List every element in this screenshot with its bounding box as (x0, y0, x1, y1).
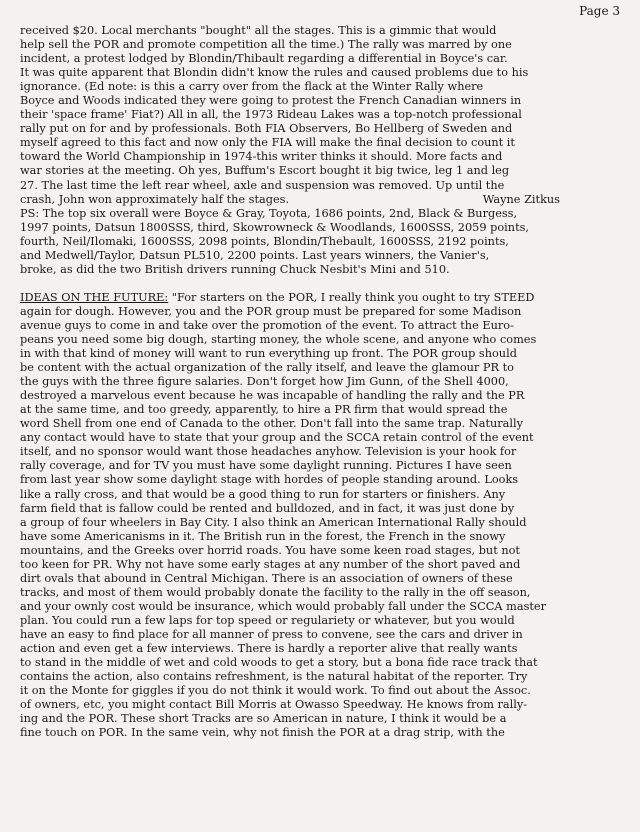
page-number: Page 3 (579, 4, 620, 18)
text-line: plan. You could run a few laps for top speed or regulariety or whatever, but you would (20, 613, 515, 627)
text-line: again for dough. However, you and the POR group must be prepared for some Madison (20, 304, 522, 318)
text-line: fine touch on POR. In the same vein, why not finish the POR at a drag strip, with the (20, 726, 505, 740)
text-line: word Shell from one end of Canada to the other. Don't fall into the same trap. Naturally (20, 417, 524, 431)
text-line: be content with the actual organization of the rally itself, and leave the glamour PR to (20, 361, 514, 375)
text-line: peans you need some big dough, starting money, the whole scene, and anyone who comes (20, 332, 537, 346)
text-line: their 'space frame' Fiat?) All in all, the 1973 Rideau Lakes was a top-notch professional (20, 108, 522, 122)
author-signature: Wayne Zitkus (482, 192, 560, 206)
text-line: help sell the POR and promote competition all the time.) The rally was marred by one (20, 38, 512, 52)
text-line: fourth, Neil/Ilomaki, 1600SSS, 2098 points, Blondin/Thebault, 1600SSS, 2192 points, (20, 234, 509, 248)
text-line: it on the Monte for giggles if you do not think it would work. To find out about the Assoc. (20, 684, 531, 698)
paragraph-ideas-on-the-future (20, 291, 630, 741)
text-line: itself, and no sponsor would want those headaches anyhow. Television is your hook for (20, 445, 517, 459)
text-line: crash, John won approximately half the stages. (20, 192, 290, 206)
text-line (20, 291, 630, 305)
text-line: a group of four wheelers in Bay City. I also think an American International Rally should (20, 515, 527, 529)
text-line: toward the World Championship in 1974-this writer thinks it should. More facts and (20, 150, 503, 164)
text-line: dirt ovals that abound in Central Michigan. There is an association of owners of these (20, 571, 513, 585)
text-line: and your ownly cost would be insurance, which would probably fall under the SCCA master (20, 599, 547, 613)
text-line: the guys with the three figure salaries. Don't forget how Jim Gunn, of the Shell 4000, (20, 375, 509, 389)
text-line: 27. The last time the left rear wheel, axle and suspension was removed. Up until the (20, 178, 505, 192)
text-line: 1997 points, Datsun 1800SSS, third, Skowrowneck & Woodlands, 1600SSS, 2059 points, (20, 220, 529, 234)
text-line: to stand in the middle of wet and cold woods to get a story, but a bona fide race track that (20, 656, 538, 670)
signature-line (20, 193, 630, 207)
text-line: from last year show some daylight stage with hordes of people standing around. Looks (20, 473, 519, 487)
text-line: incident, a protest lodged by Blondin/Thibault regarding a differential in Boyce's car. (20, 52, 508, 66)
text-line: broke, as did the two British drivers running Chuck Nesbit's Mini and 510. (20, 262, 450, 276)
text-line: in with that kind of money will want to run everything up front. The POR group should (20, 347, 517, 361)
text-line: action and even get a few interviews. There is hardly a reporter alive that really wants (20, 642, 518, 656)
text-line: tracks, and most of them would probably donate the facility to the rally in the off season, (20, 585, 531, 599)
text-line: like a rally cross, and that would be a good thing to run for starters or finishers. Any (20, 487, 506, 501)
text-line: have some Americanisms in it. The British run in the forest, the French in the snowy (20, 529, 506, 543)
text-line: ignorance. (Ed note: is this a carry over from the flack at the Winter Rally where (20, 80, 484, 94)
text-line: at the same time, and too greedy, apparently, to hire a PR firm that would spread the (20, 403, 508, 417)
text-line: myself agreed to this fact and now only the FIA will make the final decision to count it (20, 136, 515, 150)
text-line: avenue guys to come in and take over the promotion of the event. To attract the Euro- (20, 318, 514, 332)
text-line: destroyed a marvelous event because he was incapable of handling the rally and the PR (20, 389, 525, 403)
paragraph-rideau-lakes-report (20, 24, 630, 277)
text-line: contains the action, also contains refreshment, is the natural habitat of the reporter. Try (20, 670, 528, 684)
paragraph-gap (20, 277, 630, 291)
text-line: mountains, and the Greeks over horrid roads. You have some keen road stages, but not (20, 543, 520, 557)
text-line: any contact would have to state that your group and the SCCA retain control of the event (20, 431, 534, 445)
section-heading: IDEAS ON THE FUTURE: (20, 290, 169, 304)
text-line: received $20. Local merchants "bought" all the stages. This is a gimmic that would (20, 24, 497, 37)
text-line: ing and the POR. These short Tracks are so American in nature, I think it would be a (20, 712, 507, 726)
text-line: have an easy to find place for all manner of press to convene, see the cars and driver in (20, 627, 523, 641)
text-line: It was quite apparent that Blondin didn't know the rules and caused problems due to his (20, 66, 529, 80)
text-line: and Medwell/Taylor, Datsun PL510, 2200 points. Last years winners, the Vanier's, (20, 248, 490, 262)
text-line: war stories at the meeting. Oh yes, Buffum's Escort bought it big twice, leg 1 and leg (20, 164, 510, 178)
text-line: of owners, etc, you might contact Bill Morris at Owasso Speedway. He knows from rally- (20, 698, 528, 712)
text-line: rally put on for and by professionals. Both FIA Observers, Bo Hellberg of Sweden and (20, 122, 513, 136)
text-line: rally coverage, and for TV you must have some daylight running. Pictures I have seen (20, 459, 512, 473)
text-line: PS: The top six overall were Boyce & Gray, Toyota, 1686 points, 2nd, Black & Burgess, (20, 206, 518, 220)
heading-line-rest: "For starters on the POR, I really think you ought to try STEED (168, 290, 535, 304)
text-line: Boyce and Woods indicated they were going to protest the French Canadian winners in (20, 94, 522, 108)
text-line: too keen for PR. Why not have some early stages at any number of the short paved and (20, 557, 521, 571)
text-line: farm field that is fallow could be rented and bulldozed, and in fact, it was just done by (20, 501, 515, 515)
